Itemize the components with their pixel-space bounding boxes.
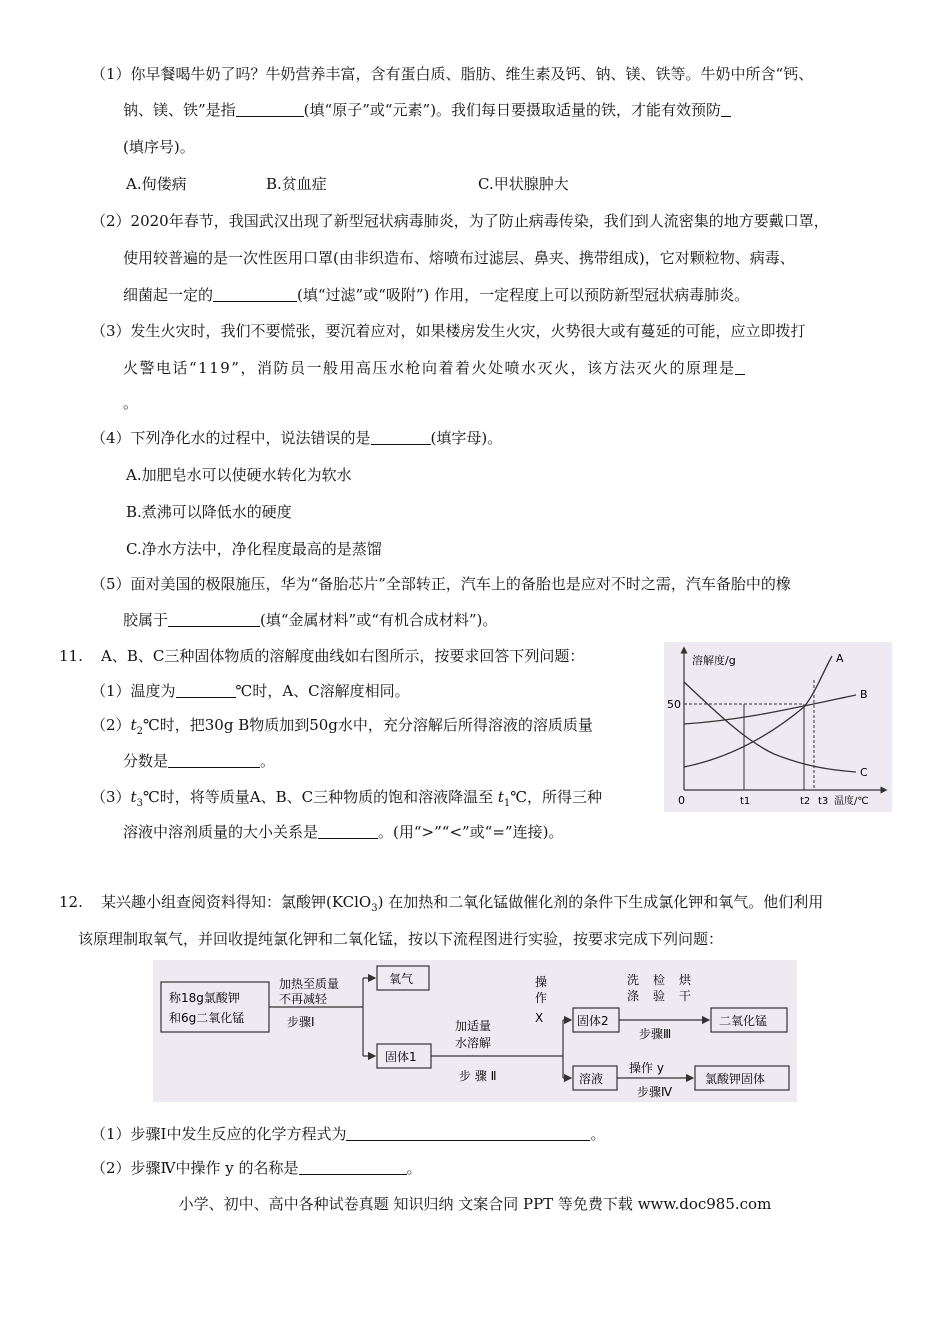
page-footer: 小学、初中、高中各种试卷真题 知识归纳 文案合同 PPT 等免费下载 www.doc985.com: [178, 1195, 772, 1213]
step3-label: 步骤Ⅲ: [639, 1027, 672, 1041]
var-t: t: [130, 716, 137, 734]
opx-line1: 操: [535, 975, 548, 989]
q10-p4-line1b: (填字母)。: [430, 429, 503, 447]
q11-p3-post: ℃，所得三种: [510, 788, 603, 806]
heat-line2: 不再减轻: [279, 992, 328, 1006]
answer-blank[interactable]: [236, 102, 304, 117]
q12-p1: [91, 1124, 606, 1144]
curve-c: [684, 682, 856, 772]
q12-number: 12.: [59, 893, 83, 911]
curve-b: [684, 695, 856, 724]
tick-t1: t1: [740, 796, 751, 807]
q10-p3-line2-text: 火警电话“119”，消防员一般用高压水枪向着着火处喷水灭火，该方法灭火的原理是: [123, 359, 736, 377]
var-sub: 2: [136, 726, 143, 737]
heat-line1: 加热至质量: [279, 977, 340, 991]
answer-blank[interactable]: [346, 1126, 590, 1141]
opy-label: 操作 y: [629, 1061, 664, 1075]
var-sub: 3: [136, 798, 143, 809]
answer-blank[interactable]: [735, 360, 745, 375]
solid1-label: 固体1: [385, 1050, 417, 1064]
wash-1: 洗: [627, 973, 640, 987]
curve-a: [684, 656, 832, 767]
q10-p1-line2: [123, 100, 731, 120]
q10-p5-line2b: (填“金属材料”或“有机合成材料”)。: [260, 611, 498, 629]
answer-blank[interactable]: [176, 683, 236, 698]
chart-ylabel: 溶解度/g: [692, 654, 736, 667]
q10-p2-line3b: (填“过滤”或“吸附”) 作用，一定程度上可以预防新型冠状病毒肺炎。: [297, 286, 750, 304]
q11-p1: [91, 681, 410, 701]
tick-t3: t3: [818, 796, 829, 807]
answer-blank[interactable]: [721, 102, 731, 117]
dissolve-line2: 水溶解: [455, 1036, 492, 1050]
answer-blank[interactable]: [168, 753, 260, 768]
start-line1: 称18g氯酸钾: [169, 991, 240, 1005]
oxygen-label: 氧气: [389, 972, 414, 986]
q11-p2b: 分数是: [123, 752, 169, 770]
q10-p3-line2: [123, 358, 745, 378]
q10-p4-line1: [91, 428, 502, 448]
q12-p1b: 。: [590, 1125, 606, 1143]
formula-sub: 3: [371, 903, 378, 914]
q10-p3-line1: （3）发生火灾时，我们不要慌张，要沉着应对，如果楼房发生火灾，火势很大或有蔓延的可能，应立即拨打: [91, 322, 806, 340]
flowchart: [153, 960, 797, 1102]
kcl-label: 氯酸钾固体: [705, 1072, 766, 1086]
q12-line2: 该原理制取氧气，并回收提纯氯化钾和二氧化锰，按以下流程图进行实验，按要求完成下列问题：: [78, 930, 724, 948]
label-c: C: [860, 766, 868, 779]
label-b: B: [860, 688, 868, 701]
var-sub: 1: [503, 798, 511, 809]
q11-p3-prefix: （3）: [91, 788, 131, 806]
q12-p1a: （1）步骤Ⅰ中发生反应的化学方程式为: [91, 1125, 347, 1143]
dry-1: 烘: [679, 973, 692, 987]
tick-50: 50: [667, 698, 681, 711]
q10-p1-line2b: (填“原子”或“元素”)。我们每日要摄取适量的铁，才能有效预防: [303, 101, 722, 119]
q11-p3-line2: [123, 822, 563, 842]
mno2-label: 二氧化锰: [719, 1014, 768, 1028]
answer-blank[interactable]: [371, 430, 431, 445]
q10-p5-line2: [123, 610, 497, 630]
label-a: A: [836, 652, 844, 665]
q10-p1-opt-b: B.贫血症: [266, 175, 327, 193]
q11-stem: A、B、C三种固体物质的溶解度曲线如右图所示，按要求回答下列问题：: [101, 647, 585, 665]
q12-p2a: （2）步骤Ⅳ中操作 y 的名称是: [91, 1159, 299, 1177]
answer-blank[interactable]: [299, 1160, 407, 1175]
q12-p2: [91, 1158, 422, 1178]
flowchart-svg: [153, 960, 797, 1102]
q10-p3-line3: 。: [123, 394, 139, 412]
q11-p3-line1: [91, 787, 602, 814]
var-t: t: [497, 788, 504, 806]
solution-label: 溶液: [579, 1072, 604, 1086]
q10-p2-line3: [123, 285, 749, 305]
q10-p5-line1: （5）面对美国的极限施压，华为“备胎芯片”全部转正，汽车上的备胎也是应对不时之需，汽车备胎中的橡: [91, 575, 791, 593]
answer-blank[interactable]: [168, 612, 260, 627]
answer-blank[interactable]: [213, 287, 297, 302]
q12-p2b: 。: [406, 1159, 422, 1177]
q10-p1-line2a: 钠、镁、铁”是指: [123, 101, 236, 119]
start-line2: 和6g二氧化锰: [169, 1011, 245, 1025]
test-2: 验: [653, 989, 666, 1003]
q10-p4-opt-b: B.煮沸可以降低水的硬度: [126, 503, 292, 521]
q12-line1: [101, 892, 823, 919]
opx-line2: 作: [535, 991, 548, 1005]
q11-p1b: ℃时，A、C溶解度相同。: [235, 682, 410, 700]
var-t: t: [130, 788, 137, 806]
q11-p2-text: ℃时，把30g B物质加到50g水中，充分溶解后所得溶液的溶质质量: [142, 716, 593, 734]
wash-2: 涤: [627, 989, 640, 1003]
q11-p1a: （1）温度为: [91, 682, 176, 700]
q10-p4-opt-a: A.加肥皂水可以使硬水转化为软水: [126, 466, 352, 484]
q12-line1b: ) 在加热和二氧化锰做催化剂的条件下生成氯化钾和氧气。他们利用: [377, 893, 824, 911]
step4-label: 步骤Ⅳ: [637, 1085, 673, 1099]
q10-p5-line2a: 胶属于: [123, 611, 169, 629]
solubility-chart: [664, 642, 892, 812]
dissolve-line1: 加适量: [455, 1019, 492, 1033]
opx-line3: X: [535, 1011, 544, 1025]
q10-p1-line1: （1）你早餐喝牛奶了吗？牛奶营养丰富，含有蛋白质、脂肪、维生素及钙、钠、镁、铁等。牛奶中所含“钙、: [91, 65, 814, 83]
tick-t2: t2: [800, 796, 811, 807]
solid2-label: 固体2: [577, 1014, 609, 1028]
dry-2: 干: [679, 989, 692, 1003]
q11-p2c: 。: [260, 752, 276, 770]
q11-p2-line1: [91, 715, 593, 742]
q10-p4-opt-c: C.净水方法中，净化程度最高的是蒸馏: [126, 540, 382, 558]
q10-p2-line3a: 细菌起一定的: [123, 286, 214, 304]
q11-p3b: 溶液中溶剂质量的大小关系是: [123, 823, 319, 841]
step1-label: 步骤Ⅰ: [287, 1015, 315, 1029]
step2-label: 步 骤 Ⅱ: [459, 1069, 497, 1083]
q10-p1-opt-a: A.佝偻病: [126, 175, 187, 193]
answer-blank[interactable]: [318, 824, 378, 839]
q12-line1a: 某兴趣小组查阅资料得知：氯酸钾(KClO: [101, 893, 372, 911]
q10-p2-line2: 使用较普遍的是一次性医用口罩(由非织造布、熔喷布过滤层、鼻夹、携带组成)，它对颗粒物、病毒、: [123, 249, 795, 267]
tick-origin: 0: [678, 794, 685, 807]
q11-number: 11.: [59, 647, 83, 665]
q10-p1-line3: (填序号)。: [123, 138, 195, 156]
q10-p1-opt-c: C.甲状腺肿大: [478, 175, 569, 193]
q11-p3c: 。(用“>”“<”或“=”连接)。: [378, 823, 564, 841]
solubility-chart-svg: [664, 642, 892, 812]
q11-p3-mid: ℃时，将等质量A、B、C三种物质的饱和溶液降温至: [142, 788, 498, 806]
q10-p4-line1a: （4）下列净化水的过程中，说法错误的是: [91, 429, 371, 447]
q11-p2-line2: [123, 751, 275, 771]
q11-p2-prefix: （2）: [91, 716, 131, 734]
test-1: 检: [653, 973, 666, 987]
q10-p2-line1: （2）2020年春节，我国武汉出现了新型冠状病毒肺炎，为了防止病毒传染，我们到人流密集的地方要戴口罩，: [91, 212, 829, 230]
chart-xlabel: 温度/℃: [834, 796, 869, 807]
